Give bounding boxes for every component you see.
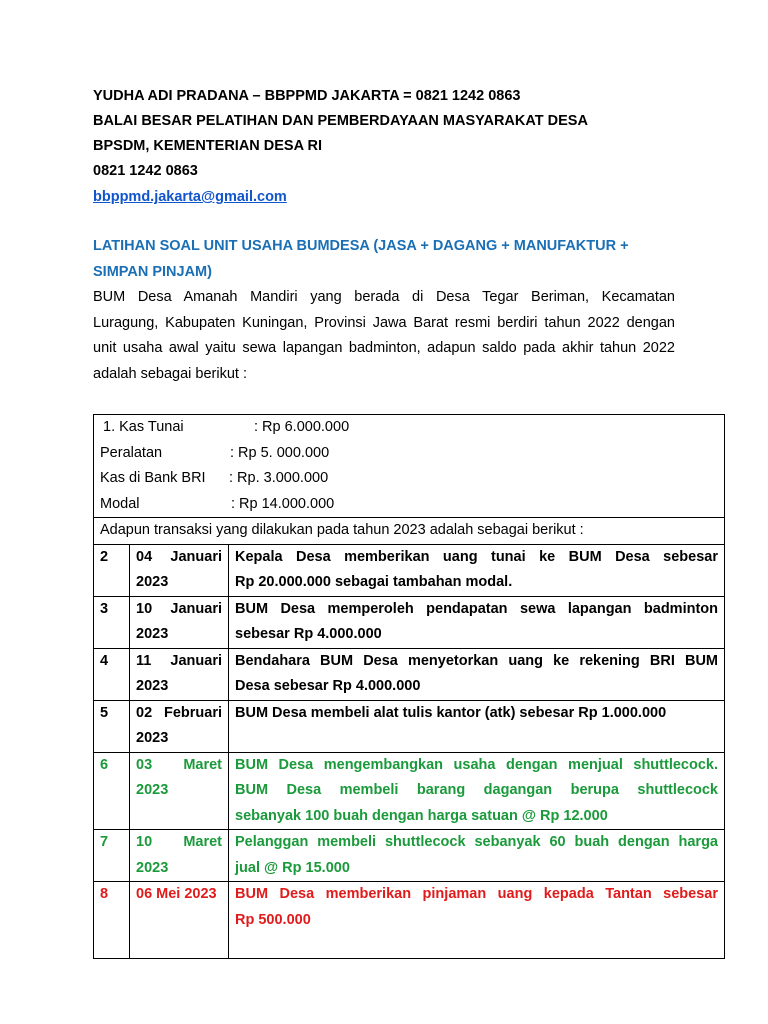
date-month: Januari (170, 600, 222, 617)
description-line: Rp 20.000.000 sebagai tambahan modal. (235, 574, 513, 590)
transaction-row (94, 544, 725, 596)
transaction-date (130, 544, 229, 596)
exercise-title: LATIHAN SOAL UNIT USAHA BUMDESA (JASA + DAGANG + MANUFAKTUR + SIMPAN PINJAM) (93, 238, 629, 280)
transaction-description (229, 700, 725, 752)
transactions-body (94, 544, 725, 959)
header-ministry-line: BPSDM, KEMENTERIAN DESA RI (93, 138, 323, 154)
header-institution-line: BALAI BESAR PELATIHAN DAN PEMBERDAYAAN MASYARAKAT DESA (93, 113, 588, 129)
transaction-date (130, 700, 229, 752)
transaction-description (229, 882, 725, 959)
description-line: Bendahara BUM Desa menyetorkan uang ke rekening BRI BUM (235, 652, 718, 669)
balance-item (100, 466, 718, 492)
date-year: 2023 (136, 782, 169, 798)
balance-item (100, 415, 718, 441)
date-day: 04 (136, 548, 153, 565)
transaction-description (229, 544, 725, 596)
date-full: 06 Mei 2023 (136, 886, 217, 902)
transactions-intro-cell: Adapun transaksi yang dilakukan pada tahun 2023 adalah sebagai berikut : (94, 518, 725, 545)
date-year: 2023 (136, 859, 169, 876)
date-year: 2023 (136, 574, 169, 590)
description-line: Rp 500.000 (235, 911, 311, 928)
description-line: BUM Desa memperoleh pendapatan sewa lapangan badminton (235, 600, 718, 617)
transaction-number: 3 (94, 596, 130, 648)
transaction-row (94, 752, 725, 830)
transaction-row (94, 830, 725, 882)
balance-label: Modal (100, 495, 140, 512)
transaction-description (229, 752, 725, 830)
date-month: Maret (183, 756, 222, 773)
transaction-number: 7 (94, 830, 130, 882)
transaction-date (130, 648, 229, 700)
date-day: 03 (136, 756, 153, 773)
transaction-row (94, 882, 725, 959)
date-year: 2023 (136, 678, 169, 694)
intro-line: Luragung, Kabupaten Kuningan, Provinsi Jawa Barat resmi berdiri tahun 2022 dengan (93, 314, 675, 331)
transaction-date (130, 830, 229, 882)
transaction-description (229, 830, 725, 882)
header-author-line: YUDHA ADI PRADANA – BBPPMD JAKARTA = 0821 1242 0863 (93, 88, 521, 104)
transaction-date (130, 596, 229, 648)
date-day: 11 (136, 652, 152, 669)
balance-label: 1. Kas Tunai (103, 419, 184, 435)
header-email-link[interactable]: bbppmd.jakarta@gmail.com (93, 189, 287, 205)
intro-paragraph (93, 285, 675, 387)
transaction-date (130, 752, 229, 830)
transaction-number: 2 (94, 544, 130, 596)
transaction-number: 5 (94, 700, 130, 752)
description-line: Kepala Desa memberikan uang tunai ke BUM Desa sebesar (235, 548, 718, 565)
balance-value: : Rp 14.000.000 (231, 495, 335, 512)
balance-value: : Rp 6.000.000 (254, 419, 350, 435)
description-line: sebesar Rp 4.000.000 (235, 626, 382, 642)
intro-line: BUM Desa Amanah Mandiri yang berada di Desa Tegar Beriman, Kecamatan (93, 289, 675, 305)
description-line: BUM Desa membeli barang dagangan berupa shuttlecock (235, 782, 718, 798)
intro-line: adalah sebagai berikut : (93, 365, 247, 382)
transaction-number: 8 (94, 882, 130, 959)
description-line: Desa sebesar Rp 4.000.000 (235, 678, 421, 694)
transactions-table (93, 414, 725, 959)
balance-item (100, 441, 718, 467)
balance-item (100, 492, 718, 518)
date-month: Februari (163, 704, 222, 721)
date-month: Januari (170, 652, 222, 669)
description-line: Pelanggan membeli shuttlecock sebanyak 60 buah dengan harga (235, 834, 718, 850)
description-line: BUM Desa mengembangkan usaha dengan menjual shuttlecock. (235, 756, 718, 773)
transaction-description (229, 596, 725, 648)
transaction-description (229, 648, 725, 700)
date-month: Maret (183, 834, 222, 850)
balance-value: : Rp. 3.000.000 (229, 470, 329, 486)
transaction-number: 4 (94, 648, 130, 700)
balance-cell (94, 415, 725, 518)
transaction-row (94, 596, 725, 648)
description-line: BUM Desa membeli alat tulis kantor (atk) sebesar Rp 1.000.000 (235, 704, 667, 721)
balance-value: : Rp 5. 000.000 (230, 444, 330, 461)
date-day: 10 (136, 600, 153, 617)
date-year: 2023 (136, 730, 169, 746)
transaction-number: 6 (94, 752, 130, 830)
balance-label: Peralatan (100, 444, 163, 461)
date-month: Januari (170, 548, 222, 565)
date-day: 10 (136, 834, 153, 850)
description-line: jual @ Rp 15.000 (235, 859, 350, 876)
transactions-intro-row (94, 518, 725, 545)
description-line: sebanyak 100 buah dengan harga satuan @ Rp 12.000 (235, 807, 608, 824)
balance-row (94, 415, 725, 518)
date-year: 2023 (136, 626, 169, 642)
header-phone-line: 0821 1242 0863 (93, 163, 198, 179)
balance-label: Kas di Bank BRI (100, 470, 206, 486)
transaction-row (94, 700, 725, 752)
transaction-date (130, 882, 229, 959)
intro-line: unit usaha awal yaitu sewa lapangan badminton, adapun saldo pada akhir tahun 2022 (93, 340, 675, 356)
transaction-row (94, 648, 725, 700)
date-day: 02 (136, 704, 153, 721)
description-line: BUM Desa memberikan pinjaman uang kepada Tantan sebesar (235, 886, 718, 902)
